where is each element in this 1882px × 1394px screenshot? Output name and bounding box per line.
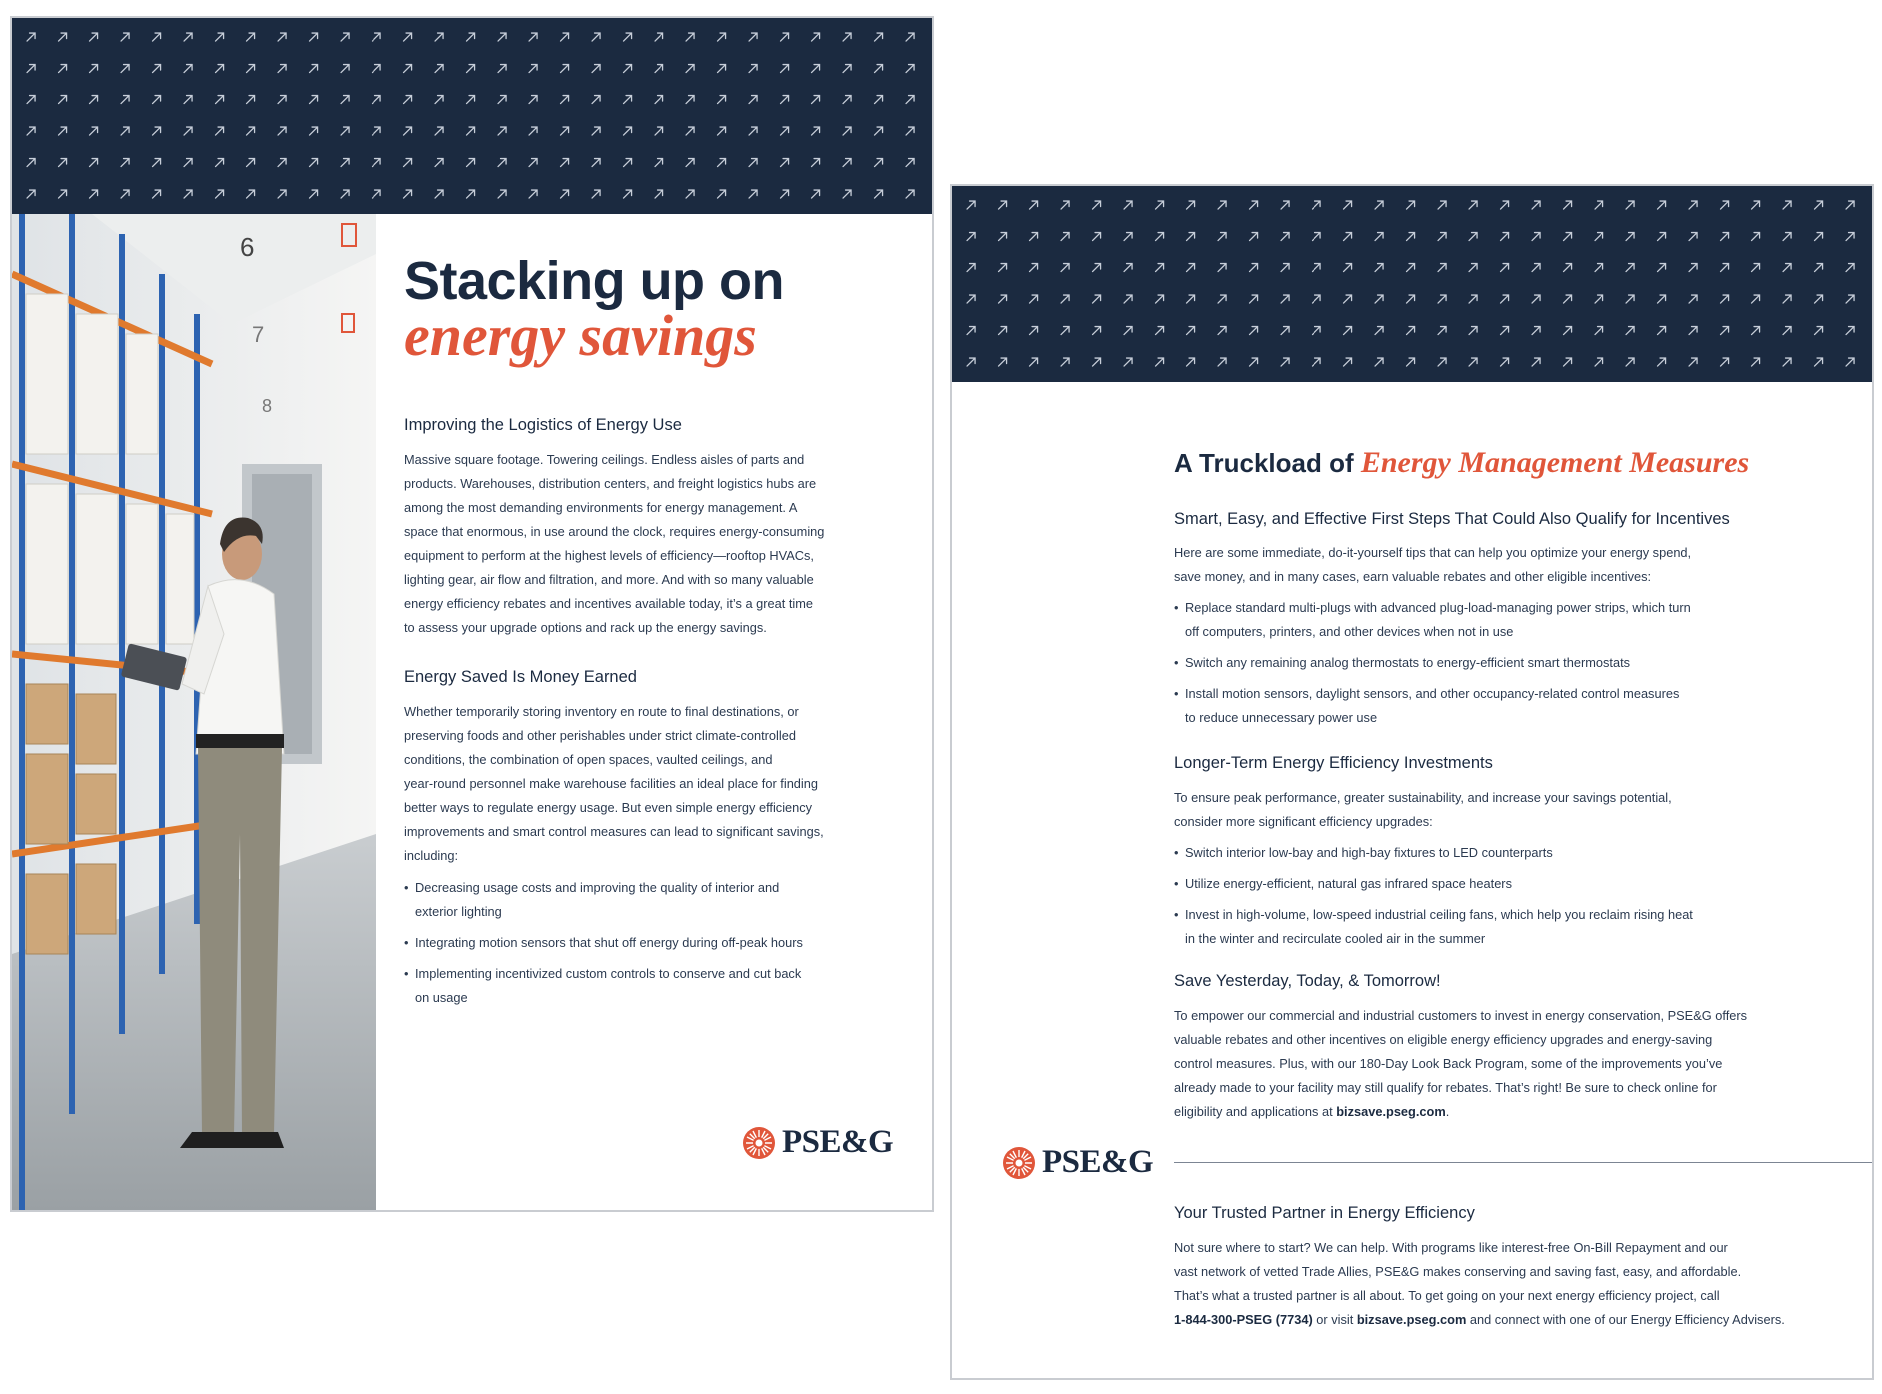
body-line: Here are some immediate, do-it-yourself tips that can help you optimize your energy spend, bbox=[1174, 545, 1692, 560]
logo-text: PSE&G bbox=[1042, 1144, 1154, 1180]
bullet-line: • Implementing incentivized custom controls to conserve and cut back bbox=[415, 966, 802, 981]
bullet-line: exterior lighting bbox=[415, 904, 502, 919]
body-text: or visit bbox=[1312, 1312, 1357, 1327]
body-line: Not sure where to start? We can help. With programs like interest-free On-Bill Repayment and our bbox=[1174, 1240, 1728, 1255]
bullet-item bbox=[1174, 682, 1814, 730]
page-left bbox=[10, 16, 934, 1212]
section-body bbox=[1174, 541, 1834, 589]
warehouse-illustration bbox=[12, 214, 376, 1212]
title-line-1: Stacking up on bbox=[404, 251, 785, 311]
section-heading: Smart, Easy, and Effective First Steps That Could Also Qualify for Incentives bbox=[1174, 510, 1730, 528]
section-body bbox=[404, 700, 914, 868]
section-heading: Your Trusted Partner in Energy Efficiency bbox=[1174, 1204, 1475, 1222]
arrow-pattern-banner bbox=[12, 18, 932, 214]
logo-text: PSE&G bbox=[782, 1124, 894, 1160]
svg-text:8: 8 bbox=[262, 396, 273, 416]
arrow-pattern-banner bbox=[952, 186, 1872, 382]
page-title bbox=[404, 251, 785, 368]
bullet-item bbox=[1174, 903, 1814, 951]
bullet-line: • Switch interior low-bay and high-bay fixtures to LED counterparts bbox=[1185, 845, 1553, 860]
body-line: energy efficiency rebates and incentives available today, it’s a great time bbox=[404, 596, 814, 611]
body-line: valuable rebates and other incentives on eligible energy efficiency upgrades and energy-saving bbox=[1174, 1032, 1713, 1047]
body-line: conditions, the combination of open spaces, vaulted ceilings, and bbox=[404, 752, 773, 767]
bullet-item bbox=[404, 931, 874, 955]
bullet-line: • Replace standard multi-plugs with advanced plug-load-managing power strips, which turn bbox=[1185, 600, 1691, 615]
bullet-line: off computers, printers, and other devices when not in use bbox=[1185, 624, 1514, 639]
body-line: including: bbox=[404, 848, 459, 863]
section-heading: Improving the Logistics of Energy Use bbox=[404, 416, 682, 434]
bullet-item bbox=[1174, 841, 1814, 865]
page-title bbox=[1174, 446, 1749, 480]
body-line: to assess your upgrade options and rack up the energy savings. bbox=[404, 620, 767, 635]
body-line: That’s what a trusted partner is all about. To get going on your next energy efficiency project, call bbox=[1174, 1288, 1720, 1303]
bullet-list bbox=[1174, 841, 1814, 958]
section-body bbox=[404, 448, 904, 640]
bullet-line: on usage bbox=[415, 990, 468, 1005]
section-body bbox=[1174, 1236, 1864, 1332]
section-divider bbox=[1174, 1162, 1872, 1163]
pseg-logo bbox=[742, 1124, 893, 1161]
section-heading: Longer-Term Energy Efficiency Investments bbox=[1174, 754, 1493, 772]
section-body bbox=[1174, 1004, 1854, 1124]
body-line: To ensure peak performance, greater sustainability, and increase your savings potential, bbox=[1174, 790, 1672, 805]
bullet-line: • Integrating motion sensors that shut off energy during off-peak hours bbox=[415, 935, 803, 950]
bullet-list bbox=[1174, 596, 1814, 737]
body-line: among the most demanding environments for energy management. A bbox=[404, 500, 798, 515]
title-line-2: energy savings bbox=[404, 303, 757, 368]
title-prefix: A Truckload of bbox=[1174, 448, 1361, 478]
body-line: To empower our commercial and industrial customers to invest in energy conservation, PSE&G offers bbox=[1174, 1008, 1748, 1023]
bullet-item bbox=[1174, 651, 1814, 675]
bullet-list bbox=[404, 876, 874, 1017]
phone-number[interactable]: 1-844-300-PSEG (7734) bbox=[1174, 1312, 1313, 1327]
section-heading: Save Yesterday, Today, & Tomorrow! bbox=[1174, 972, 1441, 990]
body-text: . bbox=[1445, 1104, 1450, 1119]
body-text: eligibility and applications at bbox=[1174, 1104, 1337, 1119]
page-right bbox=[950, 184, 1874, 1380]
section-heading: Energy Saved Is Money Earned bbox=[404, 668, 637, 686]
bullet-line: in the winter and recirculate cooled air in the summer bbox=[1185, 931, 1486, 946]
bullet-item bbox=[1174, 596, 1814, 644]
body-line: control measures. Plus, with our 180-Day Look Back Program, some of the improvements you’ve bbox=[1174, 1056, 1723, 1071]
body-line: save money, and in many cases, earn valuable rebates and other eligible incentives: bbox=[1174, 569, 1652, 584]
body-line: vast network of vetted Trade Allies, PSE&G makes conserving and saving fast, easy, and affordable. bbox=[1174, 1264, 1742, 1279]
body-line: space that enormous, in use around the clock, requires energy-consuming bbox=[404, 524, 825, 539]
bullet-item bbox=[404, 876, 874, 924]
body-text: and connect with one of our Energy Efficiency Advisers. bbox=[1466, 1312, 1785, 1327]
title-accent: Energy Management Measures bbox=[1360, 446, 1750, 479]
bullet-line: • Switch any remaining analog thermostats to energy-efficient smart thermostats bbox=[1185, 655, 1631, 670]
body-line: equipment to perform at the highest levels of efficiency—rooftop HVACs, bbox=[404, 548, 814, 563]
warehouse-photo bbox=[12, 214, 376, 1212]
section-body bbox=[1174, 786, 1834, 834]
bullet-item bbox=[404, 962, 874, 1010]
body-line: already made to your facility may still qualify for rebates. That’s right! Be sure to check online for bbox=[1174, 1080, 1717, 1095]
body-line: products. Warehouses, distribution centers, and freight logistics hubs are bbox=[404, 476, 817, 491]
pseg-logo bbox=[1002, 1144, 1153, 1181]
website-link[interactable]: bizsave.pseg.com bbox=[1356, 1312, 1467, 1327]
bullet-line: to reduce unnecessary power use bbox=[1185, 710, 1378, 725]
body-line: better ways to regulate energy usage. But even simple energy efficiency bbox=[404, 800, 813, 815]
svg-text:6: 6 bbox=[240, 232, 255, 262]
body-line: lighting gear, air flow and filtration, and more. And with so many valuable bbox=[404, 572, 814, 587]
body-line: preserving foods and other perishables under strict climate-controlled bbox=[404, 728, 796, 743]
svg-text:7: 7 bbox=[252, 322, 265, 347]
website-link[interactable]: bizsave.pseg.com bbox=[1336, 1104, 1446, 1119]
body-line: year-round personnel make warehouse facilities an ideal place for finding bbox=[404, 776, 819, 791]
sun-burst-icon bbox=[742, 1126, 776, 1160]
sun-burst-icon bbox=[1002, 1146, 1036, 1180]
body-line: improvements and smart control measures can lead to significant savings, bbox=[404, 824, 824, 839]
bullet-line: • Invest in high-volume, low-speed industrial ceiling fans, which help you reclaim rising heat bbox=[1185, 907, 1693, 922]
bullet-item bbox=[1174, 872, 1814, 896]
body-line: Massive square footage. Towering ceilings. Endless aisles of parts and bbox=[404, 452, 805, 467]
bullet-line: • Install motion sensors, daylight sensors, and other occupancy-related control measures bbox=[1185, 686, 1680, 701]
body-line: Whether temporarily storing inventory en route to final destinations, or bbox=[404, 704, 799, 719]
bullet-line: • Utilize energy-efficient, natural gas infrared space heaters bbox=[1185, 876, 1512, 891]
body-line: consider more significant efficiency upgrades: bbox=[1174, 814, 1433, 829]
bullet-line: • Decreasing usage costs and improving the quality of interior and bbox=[415, 880, 780, 895]
